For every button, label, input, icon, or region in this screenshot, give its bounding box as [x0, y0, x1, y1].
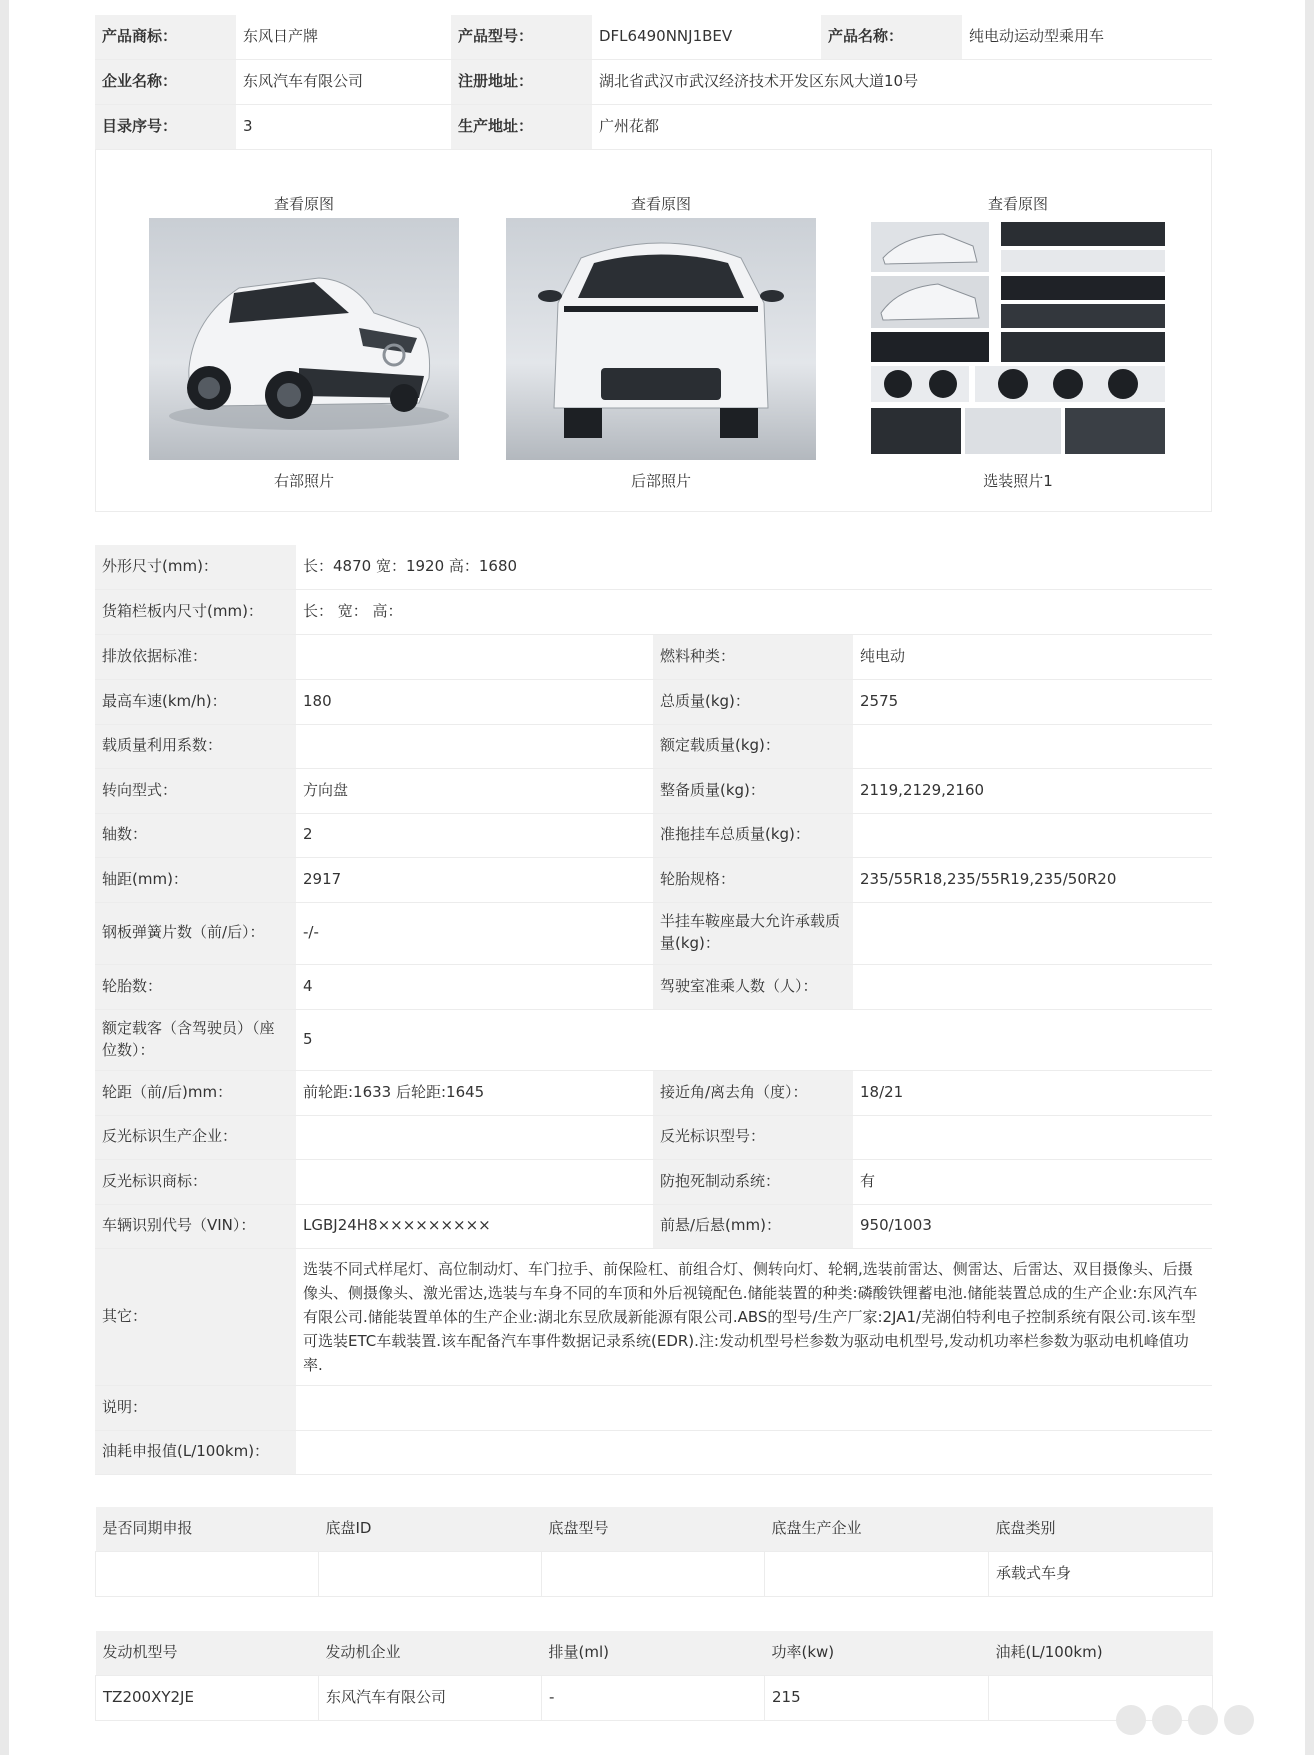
passengers-value: 5: [296, 1009, 1212, 1070]
cab-seats-label: 驾驶室准乘人数（人）：: [653, 964, 853, 1009]
watermark-dot: [1116, 1705, 1146, 1735]
trailer-mass-value: [853, 813, 1212, 857]
curb-mass-label: 整备质量(kg)：: [653, 768, 853, 813]
photo-right: [149, 190, 459, 491]
cab-seats-value: [853, 964, 1212, 1009]
reflector-model-value: [853, 1115, 1212, 1159]
view-original-link[interactable]: 查看原图: [630, 195, 691, 213]
steering-label: 转向型式：: [95, 768, 296, 813]
photo-caption: 后部照片: [630, 472, 691, 490]
brand-label: 产品商标：: [95, 15, 236, 60]
table-row: [96, 1675, 1213, 1720]
chassis-table: [95, 1507, 1213, 1597]
watermark: [1116, 1705, 1254, 1735]
leaf-spring-label: 钢板弹簧片数（前/后）：: [95, 902, 296, 964]
table-row: [95, 964, 1212, 1009]
chassis-id-value: [319, 1551, 542, 1596]
view-original-link[interactable]: 查看原图: [987, 195, 1048, 213]
chassis-type-value: 承载式车身: [989, 1551, 1213, 1596]
max-speed-label: 最高车速(km/h)：: [95, 679, 296, 724]
car-options-collage-photo[interactable]: [863, 218, 1173, 460]
reg-address-value: 湖北省武汉市武汉经济技术开发区东风大道10号: [592, 60, 1212, 105]
chassis-header-type: 底盘类别: [989, 1507, 1213, 1552]
watermark-dot: [1188, 1705, 1218, 1735]
table-row: [95, 1248, 1212, 1385]
brand-value: 东风日产牌: [236, 15, 451, 60]
chassis-header-id: 底盘ID: [319, 1507, 542, 1552]
spacer: [95, 512, 1212, 545]
engine-header-displacement: 排量(ml): [542, 1631, 765, 1676]
table-header-row: [96, 1507, 1213, 1552]
car-rear-photo[interactable]: [506, 218, 816, 460]
dimensions-label: 外形尺寸(mm)：: [95, 545, 296, 589]
abs-value: 有: [853, 1159, 1212, 1204]
max-speed-value: 180: [296, 679, 653, 724]
chassis-header-model: 底盘型号: [542, 1507, 765, 1552]
engine-company-value: 东风汽车有限公司: [319, 1675, 542, 1720]
abs-label: 防抱死制动系统：: [653, 1159, 853, 1204]
vin-value: LGBJ24H8×××××××××: [296, 1204, 653, 1248]
overhang-label: 前悬/后悬(mm)：: [653, 1204, 853, 1248]
table-row: [95, 634, 1212, 679]
other-value: 选装不同式样尾灯、高位制动灯、车门拉手、前保险杠、前组合灯、侧转向灯、轮辋,选装前雷达、侧雷达、后雷达、双目摄像头、后摄像头、侧摄像头、激光雷达,选装与车身不同的车顶和外后视镜配色.储能装置的种类:磷酸铁锂蓄电池.储能装置总成的生产企业:东风汽车有限公司.储能装置单体的生产企业:湖北东昱欣晟新能源有限公司.ABS的型号/生产厂家:2JA1/芜湖伯特利电子控制系统有限公司.该车型可选装ETC车载装置.该车配备汽车事件数据记录系统(EDR).注:发动机型号栏参数为驱动电机型号,发动机功率栏参数为驱动电机峰值功率.: [296, 1248, 1212, 1385]
total-mass-label: 总质量(kg)：: [653, 679, 853, 724]
photo-rear: [506, 190, 816, 491]
spacer: [95, 1597, 1212, 1631]
dimensions-value: 长：4870 宽：1920 高：1680: [296, 545, 1212, 589]
reflector-brand-value: [296, 1159, 653, 1204]
table-row: [95, 1385, 1212, 1430]
model-label: 产品型号：: [451, 15, 592, 60]
table-row: [95, 60, 1212, 105]
axles-label: 轴数：: [95, 813, 296, 857]
other-label: 其它：: [95, 1248, 296, 1385]
car-front-right-photo[interactable]: [149, 218, 459, 460]
load-coef-label: 载质量利用系数：: [95, 724, 296, 768]
emission-value: [296, 634, 653, 679]
reflector-maker-value: [296, 1115, 653, 1159]
engine-header-power: 功率(kw): [765, 1631, 989, 1676]
specs-table: [95, 545, 1212, 1475]
table-row: [95, 724, 1212, 768]
saddle-value: [853, 902, 1212, 964]
passengers-label: 额定载客（含驾驶员）（座位数）：: [95, 1009, 296, 1070]
chassis-header-maker: 底盘生产企业: [765, 1507, 989, 1552]
view-original-link[interactable]: 查看原图: [273, 195, 334, 213]
engine-table: [95, 1631, 1213, 1721]
watermark-dot: [1152, 1705, 1182, 1735]
chassis-sync-value: [96, 1551, 319, 1596]
table-row: [95, 813, 1212, 857]
table-header-row: [96, 1631, 1213, 1676]
tire-spec-value: 235/55R18,235/55R19,235/50R20: [853, 857, 1212, 902]
consumption-label: 油耗申报值(L/100km)：: [95, 1430, 296, 1474]
table-row: [95, 902, 1212, 964]
overhang-value: 950/1003: [853, 1204, 1212, 1248]
saddle-label: 半挂车鞍座最大允许承载质量(kg)：: [653, 902, 853, 964]
track-label: 轮距（前/后)mm：: [95, 1070, 296, 1115]
consumption-value: [296, 1430, 1212, 1474]
trailer-mass-label: 准拖挂车总质量(kg)：: [653, 813, 853, 857]
wheelbase-label: 轴距(mm)：: [95, 857, 296, 902]
vin-label: 车辆识别代号（VIN）：: [95, 1204, 296, 1248]
table-row: [95, 1070, 1212, 1115]
table-row: [95, 589, 1212, 634]
cargo-label: 货箱栏板内尺寸(mm)：: [95, 589, 296, 634]
tire-spec-label: 轮胎规格：: [653, 857, 853, 902]
engine-header-company: 发动机企业: [319, 1631, 542, 1676]
track-value: 前轮距:1633 后轮距:1645: [296, 1070, 653, 1115]
photo-caption: 选装照片1: [983, 472, 1053, 490]
fuel-label: 燃料种类：: [653, 634, 853, 679]
company-label: 企业名称：: [95, 60, 236, 105]
load-coef-value: [296, 724, 653, 768]
notes-label: 说明：: [95, 1385, 296, 1430]
notes-value: [296, 1385, 1212, 1430]
photo-options: [863, 190, 1173, 491]
watermark-dot: [1224, 1705, 1254, 1735]
left-frame: [0, 0, 9, 1755]
catalog-no-value: 3: [236, 105, 451, 150]
table-row: [96, 1551, 1213, 1596]
table-row: [95, 1159, 1212, 1204]
spacer: [95, 1475, 1212, 1507]
table-row: [95, 1009, 1212, 1070]
table-row: [95, 1204, 1212, 1248]
engine-header-model: 发动机型号: [96, 1631, 319, 1676]
table-row: [95, 1115, 1212, 1159]
prod-address-label: 生产地址：: [451, 105, 592, 150]
engine-power-value: 215: [765, 1675, 989, 1720]
reg-address-label: 注册地址：: [451, 60, 592, 105]
product-name-label: 产品名称：: [821, 15, 962, 60]
tires-label: 轮胎数：: [95, 964, 296, 1009]
steering-value: 方向盘: [296, 768, 653, 813]
total-mass-value: 2575: [853, 679, 1212, 724]
chassis-maker-value: [765, 1551, 989, 1596]
axles-value: 2: [296, 813, 653, 857]
engine-header-consumption: 油耗(L/100km): [989, 1631, 1213, 1676]
wheelbase-value: 2917: [296, 857, 653, 902]
engine-displacement-value: -: [542, 1675, 765, 1720]
cargo-value: 长： 宽： 高：: [296, 589, 1212, 634]
table-row: [95, 1430, 1212, 1474]
table-row: [95, 857, 1212, 902]
reflector-model-label: 反光标识型号：: [653, 1115, 853, 1159]
reflector-brand-label: 反光标识商标：: [95, 1159, 296, 1204]
curb-mass-value: 2119,2129,2160: [853, 768, 1212, 813]
photo-section: [95, 150, 1212, 512]
chassis-model-value: [542, 1551, 765, 1596]
emission-label: 排放依据标准：: [95, 634, 296, 679]
prod-address-value: 广州花都: [592, 105, 1212, 150]
table-row: [95, 15, 1212, 60]
table-row: [95, 768, 1212, 813]
document-content: [95, 15, 1212, 1721]
product-info-table: [95, 15, 1212, 150]
catalog-no-label: 目录序号：: [95, 105, 236, 150]
rated-load-label: 额定载质量(kg)：: [653, 724, 853, 768]
fuel-value: 纯电动: [853, 634, 1212, 679]
leaf-spring-value: -/-: [296, 902, 653, 964]
table-row: [95, 105, 1212, 150]
reflector-maker-label: 反光标识生产企业：: [95, 1115, 296, 1159]
product-name-value: 纯电动运动型乘用车: [962, 15, 1212, 60]
table-row: [95, 679, 1212, 724]
angles-label: 接近角/离去角（度）：: [653, 1070, 853, 1115]
angles-value: 18/21: [853, 1070, 1212, 1115]
rated-load-value: [853, 724, 1212, 768]
right-frame: [1305, 0, 1314, 1755]
table-row: [95, 545, 1212, 589]
chassis-header-sync: 是否同期申报: [96, 1507, 319, 1552]
company-value: 东风汽车有限公司: [236, 60, 451, 105]
tires-value: 4: [296, 964, 653, 1009]
photo-caption: 右部照片: [273, 472, 334, 490]
model-value: DFL6490NNJ1BEV: [592, 15, 821, 60]
engine-model-value: TZ200XY2JE: [96, 1675, 319, 1720]
